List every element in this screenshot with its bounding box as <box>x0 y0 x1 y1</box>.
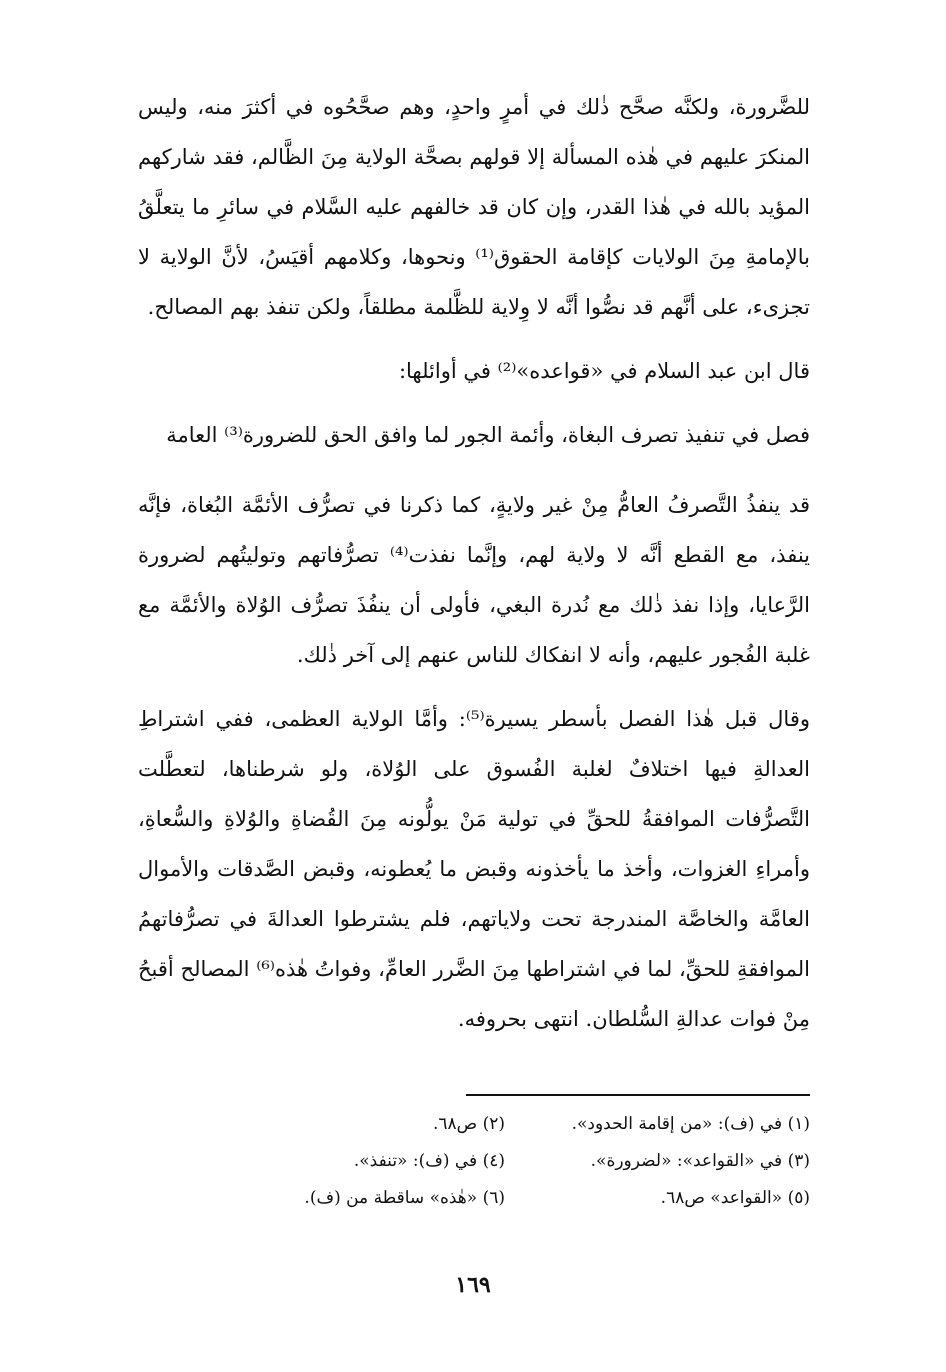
footnote-1: (١) في (ف): «من إقامة الحدود». <box>571 1113 810 1134</box>
paragraph-1: للضَّرورة، ولكنَّه صحَّح ذٰلك في أمرٍ واحدٍ، وهم صحَّحُوه في أكثرَ منه، وليس المنكرَ عليهم في هٰذه المسألة إلا قولهم بصحَّة الولاية مِنَ الظَّالم، فقد شاركهم المؤيد بالله في هٰذا القدر، وإن كان قد خالفهم عليه السَّلام في سائرِ ما يتعلَّقُ بالإمامةِ مِنَ الولايات كإقامة الحقوق⁽¹⁾ ونحوها، وكلامهم أقيَسُ، لأنَّ الولاية لا تجزىء، على أنَّهم قد نصُّوا أنَّه لا وِلاية للظَّلمة مطلقاً، ولكن تنفذ بهم المصالح. <box>138 95 810 319</box>
footnote-2: (٢) ص٦٨. <box>432 1113 505 1134</box>
footnotes <box>200 1105 810 1216</box>
footnote-divider <box>466 1094 810 1096</box>
main-text <box>138 82 810 1044</box>
footnote-row <box>200 1142 810 1179</box>
footnote-6: (٦) «هٰذه» ساقطة من (ف). <box>304 1187 505 1208</box>
footnote-row <box>200 1105 810 1142</box>
quote-intro: قال ابن عبد السلام في «قواعده»⁽²⁾ في أوائلها: <box>398 359 810 383</box>
footnote-4: (٤) في (ف): «تنفذ». <box>353 1150 505 1171</box>
footnote-3: (٣) في «القواعد»: «لضرورة». <box>590 1150 810 1171</box>
page-number: ١٦٩ <box>455 1272 491 1298</box>
footnote-row <box>200 1179 810 1216</box>
section-heading: فصل في تنفيذ تصرف البغاة، وأئمة الجور لما وافق الحق للضرورة⁽³⁾ العامة <box>166 423 810 447</box>
paragraph-5: وقال قبل هٰذا الفصل بأسطر يسيرة⁽⁵⁾: وأمَّا الولاية العظمى، ففي اشتراطِ العدالةِ فيها اختلافٌ لغلبة الفُسوق على الوُلاة، ولو شرطناها، لتعطَّلت التَّصرُّفات الموافقةُ للحقِّ في تولية مَنْ يولُّونه مِنَ القُضاةِ والوُلاةِ والسُّعاةِ، وأمراءِ الغزوات، وأخذ ما يأخذونه وقبض ما يُعطونه، وقبض الصَّدقات والأموال العامَّة والخاصَّة المندرجة تحت ولاياتهم، فلم يشترطوا العدالةَ في تصرُّفاتهمُ الموافقةِ للحقِّ، لما في اشتراطها مِنَ الضَّرر العامِّ، وفواتُ هٰذه⁽⁶⁾ المصالح أقبحُ مِنْ فوات عدالةِ السُّلطان. انتهى بحروفه. <box>138 707 810 1031</box>
footnote-5: (٥) «القواعد» ص٦٨. <box>660 1187 810 1208</box>
paragraph-4: قد ينفذُ التَّصرفُ العامُّ مِنْ غير ولايةٍ، كما ذكرنا في تصرُّف الأئمَّة البُغاة، فإنَّه ينفذ، مع القطع أنَّه لا ولاية لهم، وإنَّما نفذت⁽⁴⁾ تصرُّفاتهم وتوليتُهم لضرورة الرَّعايا، وإذا نفذ ذٰلك مع نُدرة البغي، فأولى أن ينفُذَ تصرُّف الوُلاة والأئمَّة مع غلبة الفُجور عليهم، وأنه لا انفكاك للناس عنهم إلى آخر ذٰلك. <box>138 493 811 667</box>
